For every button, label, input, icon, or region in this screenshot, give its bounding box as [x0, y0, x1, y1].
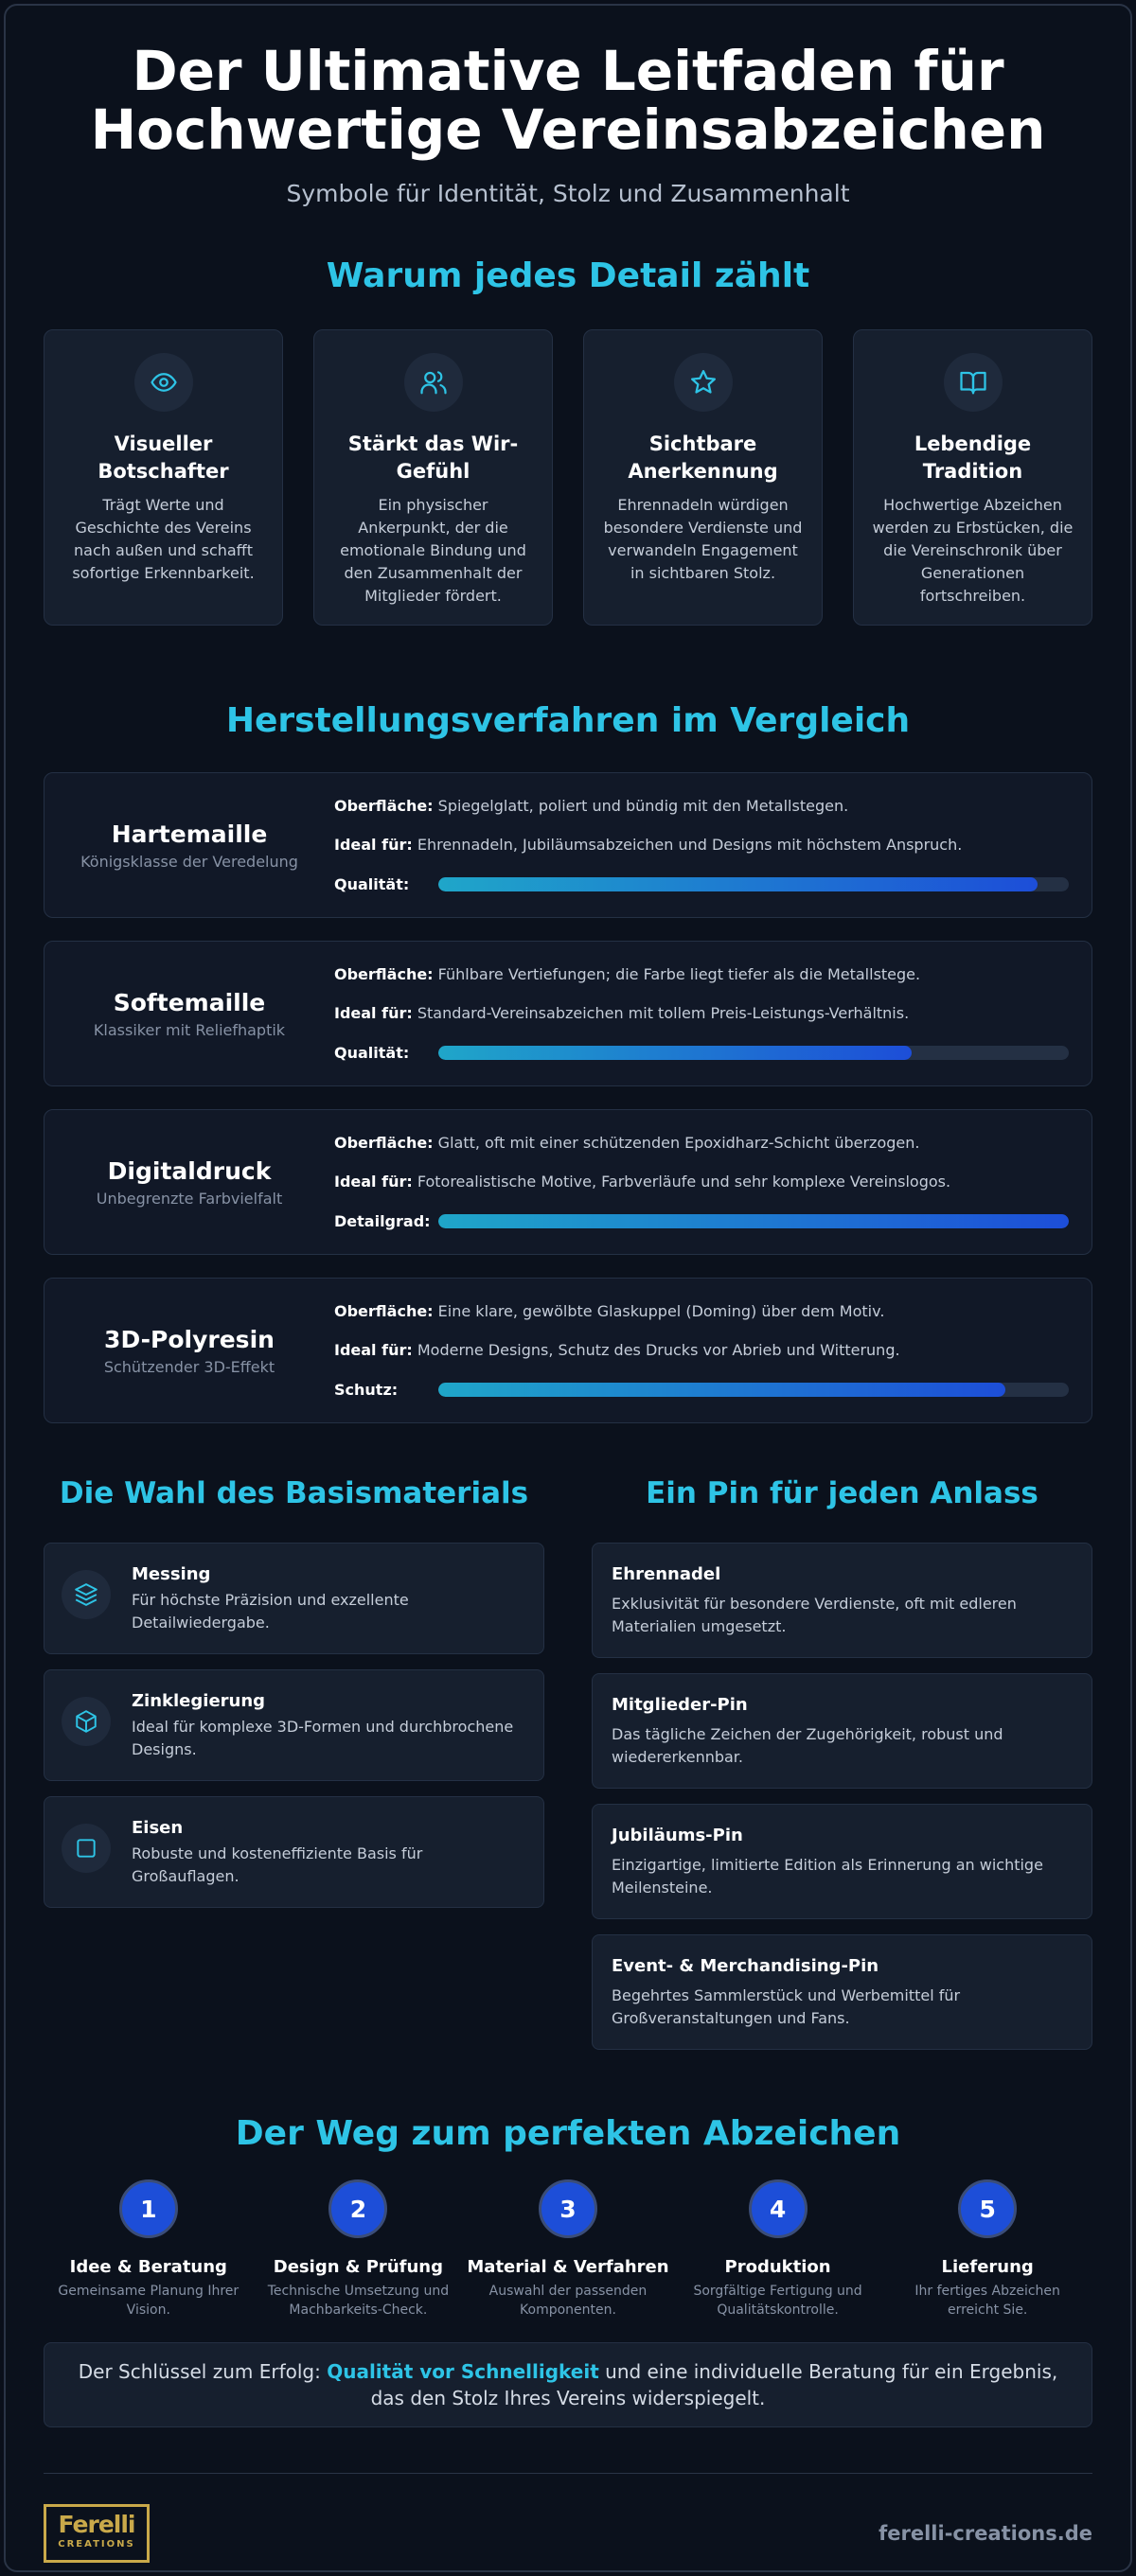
- material-description: Robuste und kosteneffiziente Basis für Großauflagen.: [132, 1844, 423, 1885]
- method-name: Digitaldruck: [107, 1156, 272, 1185]
- method-rating: [334, 1381, 1069, 1399]
- method-name: Hartemaille: [111, 820, 268, 848]
- surface-text: Glatt, oft mit einer schützenden Epoxidharz-Schicht überzogen.: [437, 1133, 920, 1152]
- method-name: Softemaille: [113, 988, 266, 1016]
- method-card-polyresin: [44, 1278, 1092, 1423]
- pin-name: Ehrennadel: [612, 1564, 721, 1584]
- step-name: Lieferung: [941, 2257, 1034, 2277]
- method-name: 3D-Polyresin: [104, 1325, 275, 1353]
- method-details: [334, 798, 1092, 893]
- process-steps: [44, 2179, 1092, 2320]
- step-number-badge: 1: [119, 2179, 178, 2238]
- book-open-icon: [944, 353, 1003, 412]
- title-line-1: Der Ultimative Leitfaden für: [132, 39, 1004, 103]
- key-text-before: Der Schlüssel zum Erfolg:: [78, 2360, 328, 2383]
- method-card-hartemaille: [44, 772, 1092, 918]
- step-description: Gemeinsame Planung Ihrer Vision.: [58, 2284, 240, 2318]
- pin-card-ehrennadel: [592, 1543, 1092, 1658]
- rating-bar-track: [438, 877, 1069, 891]
- website-link[interactable]: ferelli-creations.de: [879, 2522, 1092, 2545]
- step-description: Ihr fertiges Abzeichen erreicht Sie.: [914, 2284, 1060, 2318]
- why-card-title: Sichtbare Anerkennung: [628, 432, 778, 483]
- method-card-softemaille: [44, 941, 1092, 1086]
- material-card-eisen: [44, 1796, 544, 1908]
- star-icon: [674, 353, 733, 412]
- method-ideal: [334, 1342, 1069, 1359]
- pin-card-event: [592, 1934, 1092, 2050]
- step-description: Sorgfältige Fertigung und Qualitätskontrolle.: [693, 2284, 862, 2318]
- key-highlight: Qualität vor Schnelligkeit: [327, 2360, 599, 2383]
- materials-column: [44, 1476, 544, 2065]
- step-name: Produktion: [724, 2257, 831, 2277]
- footer: [44, 2504, 1092, 2563]
- step-number-badge: 2: [328, 2179, 387, 2238]
- rating-bar-fill: [438, 1214, 1069, 1228]
- material-description: Ideal für komplexe 3D-Formen und durchbrochene Designs.: [132, 1718, 514, 1758]
- layers-icon: [62, 1570, 111, 1619]
- rating-bar-track: [438, 1383, 1069, 1397]
- surface-text: Fühlbare Vertiefungen; die Farbe liegt tiefer als die Metallstege.: [437, 964, 921, 983]
- method-name-block: [44, 820, 334, 871]
- step-5: [882, 2179, 1092, 2320]
- ideal-label: Ideal für:: [334, 1172, 413, 1191]
- why-card-text: Hochwertige Abzeichen werden zu Erbstücken, die die Vereinschronik über Generationen fortschreiben.: [872, 496, 1074, 605]
- step-4: [673, 2179, 883, 2320]
- ideal-text: Moderne Designs, Schutz des Drucks vor Abrieb und Witterung.: [417, 1340, 900, 1359]
- material-description: Für höchste Präzision und exzellente Detailwiedergabe.: [132, 1591, 409, 1632]
- key-to-success-box: [44, 2342, 1092, 2427]
- why-card-tradition: [853, 329, 1092, 626]
- step-name: Idee & Beratung: [69, 2257, 227, 2277]
- content: [44, 6, 1092, 2563]
- step-number-badge: 5: [958, 2179, 1017, 2238]
- why-card-title: Visueller Botschafter: [98, 432, 229, 483]
- surface-text: Eine klare, gewölbte Glaskuppel (Doming) über dem Motiv.: [437, 1301, 885, 1320]
- material-card-zinklegierung: [44, 1669, 544, 1781]
- material-list: [44, 1543, 544, 1908]
- why-card-visual: [44, 329, 283, 626]
- method-rating: [334, 875, 1069, 893]
- pin-description: Einzigartige, limitierte Edition als Erinnerung an wichtige Meilensteine.: [612, 1856, 1043, 1897]
- step-description: Auswahl der passenden Komponenten.: [488, 2284, 648, 2318]
- method-subtitle: Schützender 3D-Effekt: [103, 1357, 275, 1376]
- material-name: Zinklegierung: [132, 1691, 266, 1711]
- method-card-digitaldruck: [44, 1109, 1092, 1255]
- ideal-text: Fotorealistische Motive, Farbverläufe und sehr komplexe Vereinslogos.: [417, 1172, 951, 1191]
- method-details: [334, 966, 1092, 1062]
- method-surface: [334, 798, 1069, 815]
- method-surface: [334, 1135, 1069, 1152]
- pin-description: Exklusivität für besondere Verdienste, oft mit edleren Materialien umgesetzt.: [612, 1595, 1017, 1635]
- step-name: Material & Verfahren: [467, 2257, 669, 2277]
- method-subtitle: Königsklasse der Veredelung: [80, 852, 298, 871]
- infographic-frame: [4, 4, 1132, 2572]
- material-name: Eisen: [132, 1818, 184, 1838]
- method-subtitle: Unbegrenzte Farbvielfalt: [96, 1189, 283, 1208]
- materials-and-pins: [44, 1476, 1092, 2065]
- why-card-text: Trägt Werte und Geschichte des Vereins nach außen und schafft sofortige Erkennbarkeit.: [72, 496, 255, 582]
- method-details: [334, 1135, 1092, 1230]
- page-subtitle: Symbole für Identität, Stolz und Zusammenhalt: [286, 180, 850, 207]
- step-1: [44, 2179, 254, 2320]
- pin-list: [592, 1543, 1092, 2050]
- why-card-title: Stärkt das Wir-Gefühl: [347, 432, 519, 483]
- ideal-label: Ideal für:: [334, 835, 413, 854]
- ideal-text: Standard-Vereinsabzeichen mit tollem Preis-Leistungs-Verhältnis.: [417, 1003, 910, 1022]
- logo-tagline: CREATIONS: [58, 2539, 135, 2550]
- method-surface: [334, 966, 1069, 983]
- material-text: [132, 1818, 526, 1888]
- why-section-title: Warum jedes Detail zählt: [326, 256, 810, 295]
- pin-card-mitglieder: [592, 1673, 1092, 1789]
- surface-label: Oberfläche:: [334, 1133, 434, 1152]
- method-name-block: [44, 1326, 334, 1376]
- steps-section-title: Der Weg zum perfekten Abzeichen: [235, 2114, 901, 2153]
- step-3: [463, 2179, 673, 2320]
- surface-label: Oberfläche:: [334, 964, 434, 983]
- rating-bar-fill: [438, 877, 1038, 891]
- materials-section-title: Die Wahl des Basismaterials: [59, 1476, 529, 1510]
- ferelli-logo: [44, 2504, 150, 2563]
- eye-icon: [134, 353, 193, 412]
- logo-brand: Ferelli: [58, 2511, 135, 2538]
- pin-name: Mitglieder-Pin: [612, 1695, 748, 1715]
- pin-description: Das tägliche Zeichen der Zugehörigkeit, robust und wiedererkennbar.: [612, 1725, 1003, 1766]
- method-ideal: [334, 1173, 1069, 1191]
- rating-label: Qualität:: [334, 874, 410, 893]
- ideal-text: Ehrennadeln, Jubiläumsabzeichen und Designs mit höchstem Anspruch.: [417, 835, 963, 854]
- why-card-grid: [44, 329, 1092, 626]
- title-line-2: Hochwertige Vereinsabzeichen: [90, 97, 1046, 162]
- rating-label: Detailgrad:: [334, 1211, 431, 1230]
- method-list: [44, 772, 1092, 1423]
- pin-name: Jubiläums-Pin: [612, 1826, 743, 1845]
- why-card-recognition: [583, 329, 823, 626]
- why-card-text: Ein physischer Ankerpunkt, der die emotionale Bindung und den Zusammenhalt der Mitglieder fördert.: [340, 496, 526, 605]
- method-name-block: [44, 1157, 334, 1208]
- why-card-community: [313, 329, 553, 626]
- rating-bar-fill: [438, 1046, 912, 1060]
- material-text: [132, 1564, 526, 1634]
- method-ideal: [334, 1005, 1069, 1022]
- surface-label: Oberfläche:: [334, 1301, 434, 1320]
- method-rating: [334, 1212, 1069, 1230]
- pin-description: Begehrtes Sammlerstück und Werbemittel für Großveranstaltungen und Fans.: [612, 1986, 961, 2027]
- rating-bar-track: [438, 1046, 1069, 1060]
- why-card-title: Lebendige Tradition: [914, 432, 1032, 483]
- step-name: Design & Prüfung: [273, 2257, 443, 2277]
- page-title: [44, 39, 1092, 162]
- method-details: [334, 1303, 1092, 1399]
- step-2: [254, 2179, 464, 2320]
- rating-label: Schutz:: [334, 1380, 399, 1399]
- material-name: Messing: [132, 1564, 211, 1584]
- square-icon: [62, 1824, 111, 1873]
- key-text-after: und eine individuelle Beratung für ein Ergebnis, das den Stolz Ihres Vereins widerspiegelt.: [370, 2360, 1058, 2409]
- users-icon: [404, 353, 463, 412]
- rating-bar-track: [438, 1214, 1069, 1228]
- method-subtitle: Klassiker mit Reliefhaptik: [93, 1020, 286, 1039]
- pins-section-title: Ein Pin für jeden Anlass: [646, 1476, 1038, 1510]
- why-card-text: Ehrennadeln würdigen besondere Verdienste und verwandeln Engagement in sichtbaren Stolz.: [603, 496, 803, 582]
- pin-name: Event- & Merchandising-Pin: [612, 1956, 879, 1976]
- surface-text: Spiegelglatt, poliert und bündig mit den Metallstegen.: [437, 796, 849, 815]
- methods-section-title: Herstellungsverfahren im Vergleich: [225, 701, 911, 740]
- ideal-label: Ideal für:: [334, 1003, 413, 1022]
- material-card-messing: [44, 1543, 544, 1654]
- material-text: [132, 1691, 526, 1761]
- step-description: Technische Umsetzung und Machbarkeits-Check.: [267, 2284, 450, 2318]
- method-ideal: [334, 837, 1069, 854]
- step-number-badge: 4: [749, 2179, 808, 2238]
- rating-bar-fill: [438, 1383, 1005, 1397]
- method-rating: [334, 1044, 1069, 1062]
- rating-label: Qualität:: [334, 1043, 410, 1062]
- footer-divider: [44, 2473, 1092, 2474]
- ideal-label: Ideal für:: [334, 1340, 413, 1359]
- method-surface: [334, 1303, 1069, 1320]
- surface-label: Oberfläche:: [334, 796, 434, 815]
- step-number-badge: 3: [539, 2179, 597, 2238]
- pin-card-jubilaeum: [592, 1804, 1092, 1919]
- pins-column: [592, 1476, 1092, 2065]
- method-name-block: [44, 989, 334, 1039]
- cube-icon: [62, 1697, 111, 1746]
